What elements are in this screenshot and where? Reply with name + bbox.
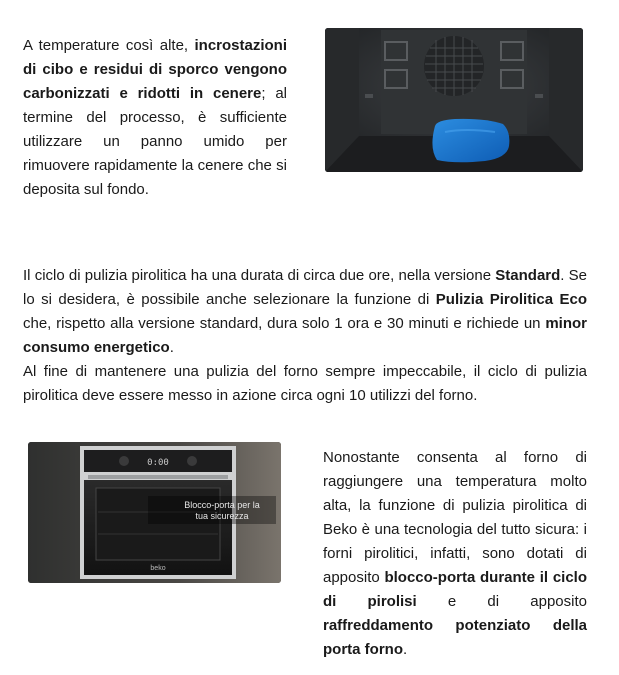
paragraph-cycle-duration [23,264,587,360]
text: . [169,339,174,356]
text: Nonostante consenta al forno di raggiungere una temperatura molto alta, la funzione di pulizia pirolitica di Beko è una tecnologia del tutto sicura: i forni pirolitici, infatti, sono dotati di apposito [323,449,587,586]
bold-text: minor consumo energetico [23,315,587,356]
text: e di apposito [416,593,587,610]
bold-text: blocco-porta durante il ciclo di pirolisi [323,569,587,610]
paragraph-safety-features [323,446,587,662]
paragraph-cycle-frequency [23,360,587,408]
text: . Se lo si desidera, è possibile anche selezionare la funzione di [23,267,588,308]
bold-text: raffreddamento potenziato della porta forno [323,617,587,658]
overlay-caption-line2: tua sicurezza [195,511,249,521]
oven-front-photo [28,442,281,583]
oven-interior-photo [325,28,583,172]
right-knob-icon [187,456,197,466]
brand-logo: beko [150,565,166,572]
bold-text: Standard [495,267,561,284]
text: . [403,641,408,658]
bold-text: Pulizia Pirolitica Eco [435,291,587,308]
text: ; al termine del processo, è sufficiente utilizzare un panno umido per rimuovere rapidamente la cenere che si deposita sul fondo. [23,85,287,198]
text: Il ciclo di pulizia pirolitica ha una durata di circa due ore, nella versione [23,267,496,284]
oven-display: 0:00 [147,458,169,468]
overlay-caption-line1: Blocco-porta per la [184,500,260,510]
text: che, rispetto alla versione standard, dura solo 1 ora e 30 minuti e richiede un [23,315,546,332]
text: A temperature così alte, [23,37,195,54]
bold-text: incrostazioni di cibo e residui di sporco vengono carbonizzati e ridotti in cenere [23,37,287,102]
text: Al fine di mantenere una pulizia del forno sempre impeccabile, il ciclo di pulizia pirolitica deve essere messo in azione circa ogni 10 utilizzi del forno. [23,363,587,404]
left-knob-icon [119,456,129,466]
paragraph-ash-removal [23,34,287,202]
